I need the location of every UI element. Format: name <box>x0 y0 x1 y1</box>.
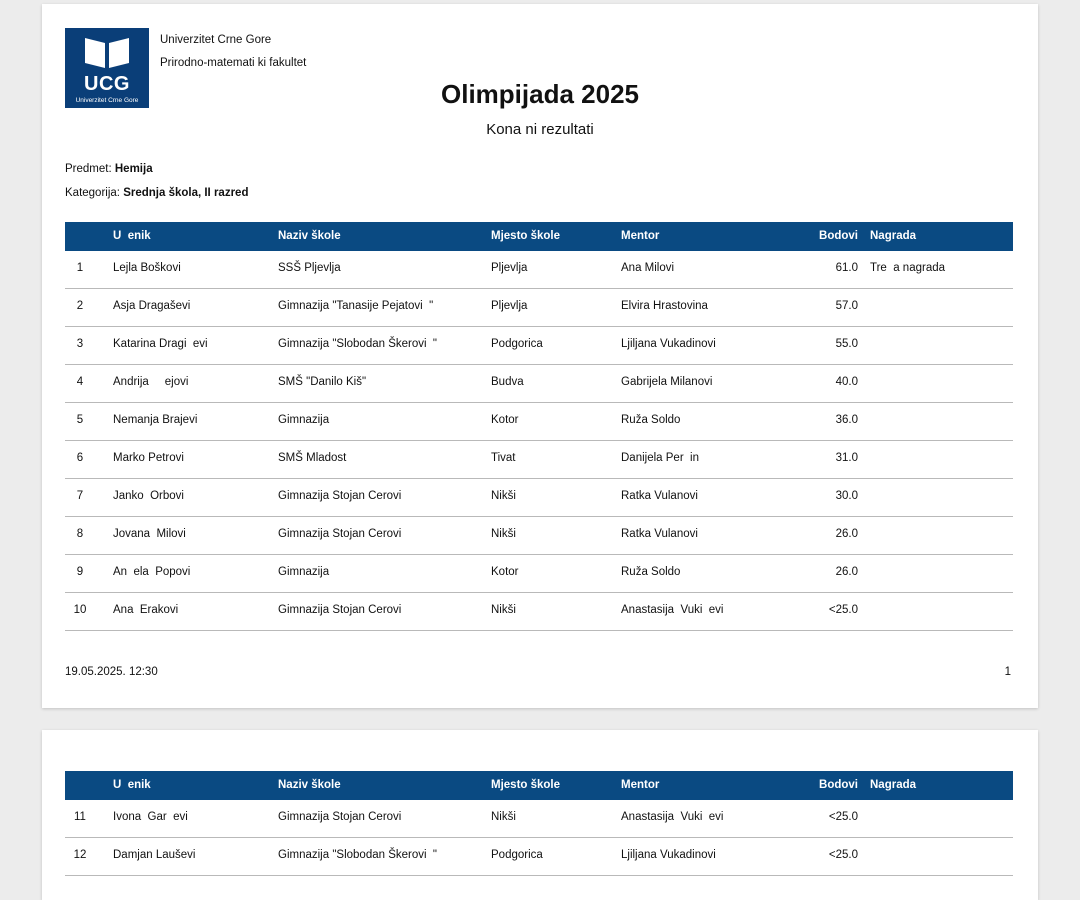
points: 26.0 <box>835 566 858 578</box>
university-name: Univerzitet Crne Gore <box>160 34 272 46</box>
points: <25.0 <box>828 604 858 616</box>
points: <25.0 <box>828 811 858 823</box>
school-city: Podgorica <box>491 849 543 861</box>
category-label: Kategorija: <box>65 187 120 199</box>
col-mentor: Mentor <box>621 230 660 242</box>
school-city: Tivat <box>491 452 516 464</box>
school-name: Gimnazija Stojan Cerovi <box>278 604 402 616</box>
book-icon <box>65 28 149 78</box>
row-number: 12 <box>73 849 87 861</box>
student-name: Jovana Milovi <box>113 528 186 540</box>
school-city: Kotor <box>491 414 519 426</box>
mentor-name: Ratka Vulanovi <box>621 528 698 540</box>
school-city: Budva <box>491 376 524 388</box>
school-city: Kotor <box>491 566 519 578</box>
student-name: Marko Petrovi <box>113 452 184 464</box>
col-award: Nagrada <box>870 230 917 242</box>
school-name: Gimnazija <box>278 414 330 426</box>
row-number: 2 <box>76 300 84 312</box>
row-number: 7 <box>76 490 84 502</box>
col-city: Mjesto škole <box>491 779 561 791</box>
results-table <box>65 222 1013 631</box>
table-header <box>65 222 1013 251</box>
subject-label: Predmet: <box>65 163 112 175</box>
school-name: SMŠ Mladost <box>278 452 347 464</box>
points: 31.0 <box>835 452 858 464</box>
school-city: Nikši <box>491 490 516 502</box>
mentor-name: Ratka Vulanovi <box>621 490 698 502</box>
col-school: Naziv škole <box>278 230 341 242</box>
page-number: 1 <box>1004 666 1011 678</box>
table-row <box>65 403 1013 441</box>
document-page-2 <box>42 730 1038 900</box>
col-city: Mjesto škole <box>491 230 561 242</box>
row-number: 11 <box>74 811 86 823</box>
table-row <box>65 800 1013 838</box>
table-header <box>65 771 1013 800</box>
page-subtitle: Kona ni rezultati <box>486 121 594 138</box>
school-name: Gimnazija <box>278 566 330 578</box>
school-name: Gimnazija "Tanasije Pejatovi " <box>278 300 434 312</box>
student-name: Ana Erakovi <box>113 604 179 616</box>
mentor-name: Ruža Soldo <box>621 566 681 578</box>
table-row <box>65 327 1013 365</box>
school-name: Gimnazija "Slobodan Škerovi " <box>278 849 438 861</box>
subject-line <box>65 163 153 175</box>
table-row <box>65 289 1013 327</box>
mentor-name: Ruža Soldo <box>621 414 681 426</box>
mentor-name: Ana Milovi <box>621 262 675 274</box>
table-row <box>65 517 1013 555</box>
points: 55.0 <box>835 338 858 350</box>
mentor-name: Ljiljana Vukadinovi <box>621 849 716 861</box>
col-award: Nagrada <box>870 779 917 791</box>
mentor-name: Anastasija Vuki evi <box>621 604 724 616</box>
student-name: Damjan Lauševi <box>113 849 196 861</box>
print-datetime: 19.05.2025. 12:30 <box>65 666 158 678</box>
table-row <box>65 479 1013 517</box>
table-row <box>65 365 1013 403</box>
col-student: U enik <box>113 230 151 242</box>
row-number: 8 <box>76 528 84 540</box>
table-row <box>65 251 1013 289</box>
category-value: Srednja škola, II razred <box>123 187 249 199</box>
school-city: Nikši <box>491 604 516 616</box>
student-name: Ivona Gar evi <box>113 811 188 823</box>
col-school: Naziv škole <box>278 779 341 791</box>
points: 36.0 <box>835 414 858 426</box>
col-mentor: Mentor <box>621 779 660 791</box>
col-points: Bodovi <box>819 230 858 242</box>
subject-value: Hemija <box>114 163 153 175</box>
school-name: SMŠ "Danilo Kiš" <box>278 376 367 388</box>
award: Tre a nagrada <box>870 262 946 274</box>
school-city: Nikši <box>491 528 516 540</box>
points: 40.0 <box>835 376 858 388</box>
category-line <box>65 187 248 199</box>
mentor-name: Danijela Per in <box>621 452 699 464</box>
school-city: Podgorica <box>491 338 543 350</box>
points: 30.0 <box>835 490 858 502</box>
col-points: Bodovi <box>819 779 858 791</box>
student-name: Andrija ejovi <box>113 376 189 388</box>
table-row <box>65 593 1013 631</box>
school-name: Gimnazija Stojan Cerovi <box>278 528 402 540</box>
school-city: Nikši <box>491 811 516 823</box>
table-row <box>65 838 1013 876</box>
logo-subtext: Univerzitet Crne Gore <box>75 97 139 104</box>
faculty-name: Prirodno-matemati ki fakultet <box>160 57 307 69</box>
logo-text: UCG <box>84 73 130 95</box>
school-name: SSŠ Pljevlja <box>278 262 341 274</box>
school-city: Pljevlja <box>491 300 528 312</box>
mentor-name: Gabrijela Milanovi <box>621 376 713 388</box>
school-name: Gimnazija Stojan Cerovi <box>278 811 402 823</box>
student-name: Katarina Dragi evi <box>113 338 208 350</box>
row-number: 4 <box>76 376 84 388</box>
school-name: Gimnazija Stojan Cerovi <box>278 490 402 502</box>
student-name: Nemanja Brajevi <box>113 414 198 426</box>
table-row <box>65 555 1013 593</box>
student-name: Lejla Boškovi <box>113 262 181 274</box>
table-row <box>65 441 1013 479</box>
student-name: An ela Popovi <box>113 566 191 578</box>
row-number: 9 <box>76 566 84 578</box>
col-student: U enik <box>113 779 151 791</box>
student-name: Janko Orbovi <box>113 490 184 502</box>
row-number: 1 <box>76 262 84 274</box>
school-city: Pljevlja <box>491 262 528 274</box>
row-number: 10 <box>73 604 87 616</box>
points: 57.0 <box>835 300 858 312</box>
school-name: Gimnazija "Slobodan Škerovi " <box>278 338 438 350</box>
mentor-name: Ljiljana Vukadinovi <box>621 338 716 350</box>
mentor-name: Anastasija Vuki evi <box>621 811 724 823</box>
document-page-1 <box>42 4 1038 708</box>
points: 61.0 <box>835 262 858 274</box>
page-title: Olimpijada 2025 <box>441 79 639 109</box>
student-name: Asja Dragaševi <box>113 300 191 312</box>
points: <25.0 <box>828 849 858 861</box>
row-number: 3 <box>76 338 84 350</box>
row-number: 5 <box>76 414 84 426</box>
results-table-continued <box>65 771 1013 876</box>
points: 26.0 <box>835 528 858 540</box>
row-number: 6 <box>76 452 84 464</box>
mentor-name: Elvira Hrastovina <box>621 300 708 312</box>
